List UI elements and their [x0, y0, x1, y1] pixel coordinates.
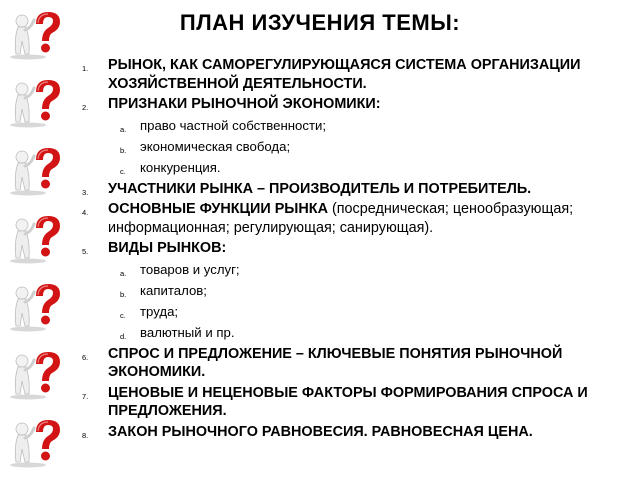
question-mark-figure-icon: [6, 76, 68, 128]
sub-item: [82, 303, 634, 321]
item-number: 8.: [82, 430, 89, 440]
list-item: [82, 239, 634, 258]
page-title: ПЛАН ИЗУЧЕНИЯ ТЕМЫ:: [179, 10, 461, 35]
sub-item: [82, 159, 634, 177]
sub-item-letter: c.: [120, 310, 126, 320]
sub-item: [82, 117, 634, 135]
list-item: [82, 384, 634, 421]
sub-item-text: экономическая свобода;: [140, 138, 291, 154]
sub-item-text: товаров и услуг;: [140, 261, 240, 277]
sub-item-letter: b.: [120, 145, 127, 155]
sub-item-letter: a.: [120, 268, 127, 278]
list-item: [82, 200, 634, 237]
question-mark-figure-icon: [6, 348, 68, 400]
question-mark-figure-icon: [6, 144, 68, 196]
question-mark-figure-icon: [6, 416, 68, 468]
sub-item: [82, 324, 634, 342]
question-mark-figure-icon: [6, 280, 68, 332]
item-text: СПРОС И ПРЕДЛОЖЕНИЕ – КЛЮЧЕВЫЕ ПОНЯТИЯ РЫНОЧНОЙ ЭКОНОМИКИ.: [108, 345, 563, 380]
item-text: РЫНОК, КАК САМОРЕГУЛИРУЮЩАЯСЯ СИСТЕМА ОРГАНИЗАЦИИ ХОЗЯЙСТВЕННОЙ ДЕЯТЕЛЬНОСТИ.: [108, 57, 581, 92]
list-item: [82, 180, 634, 199]
item-number: 4.: [82, 208, 89, 217]
list-item: [82, 56, 634, 93]
sub-item-letter: a.: [120, 124, 127, 134]
sub-item-text: право частной собственности;: [140, 117, 327, 133]
icon-column: [0, 0, 78, 480]
item-number: 5.: [82, 247, 89, 256]
question-mark-figure-icon: [6, 212, 68, 264]
question-mark-figure-icon: [6, 8, 68, 60]
item-text: ОСНОВНЫЕ ФУНКЦИИ РЫНКА: [108, 201, 328, 217]
sub-item-text: конкуренция.: [140, 159, 221, 175]
sub-item-text: валютный и пр.: [140, 324, 235, 340]
list-item: [82, 95, 634, 114]
sub-item-letter: c.: [120, 166, 126, 176]
item-text: ВИДЫ РЫНКОВ:: [108, 240, 227, 256]
item-text: УЧАСТНИКИ РЫНКА – ПРОИЗВОДИТЕЛЬ И ПОТРЕБИТЕЛЬ.: [108, 180, 532, 197]
topic-plan-list: [82, 56, 634, 443]
item-number: 3.: [82, 187, 89, 197]
sub-item-text: капиталов;: [140, 282, 207, 298]
item-text: ЗАКОН РЫНОЧНОГО РАВНОВЕСИЯ. РАВНОВЕСНАЯ ЦЕНА.: [108, 423, 533, 440]
list-item: [82, 345, 634, 382]
item-text: ЦЕНОВЫЕ И НЕЦЕНОВЫЕ ФАКТОРЫ ФОРМИРОВАНИЯ СПРОСА И ПРЕДЛОЖЕНИЯ.: [108, 384, 588, 419]
item-number: 6.: [82, 352, 89, 362]
sub-item: [82, 138, 634, 156]
item-number: 1.: [82, 64, 89, 73]
sub-item: [82, 261, 634, 279]
sub-item-letter: d.: [120, 331, 127, 341]
item-note: (посредническая; ценообразующая; информационная; регулирующая; санирующая).: [108, 201, 574, 236]
item-number: 2.: [82, 103, 89, 112]
list-item: [82, 423, 634, 442]
item-number: 7.: [82, 391, 89, 401]
sub-item-letter: b.: [120, 289, 127, 299]
item-text: ПРИЗНАКИ РЫНОЧНОЙ ЭКОНОМИКИ:: [108, 96, 381, 112]
sub-item: [82, 282, 634, 300]
sub-item-text: труда;: [140, 303, 179, 319]
